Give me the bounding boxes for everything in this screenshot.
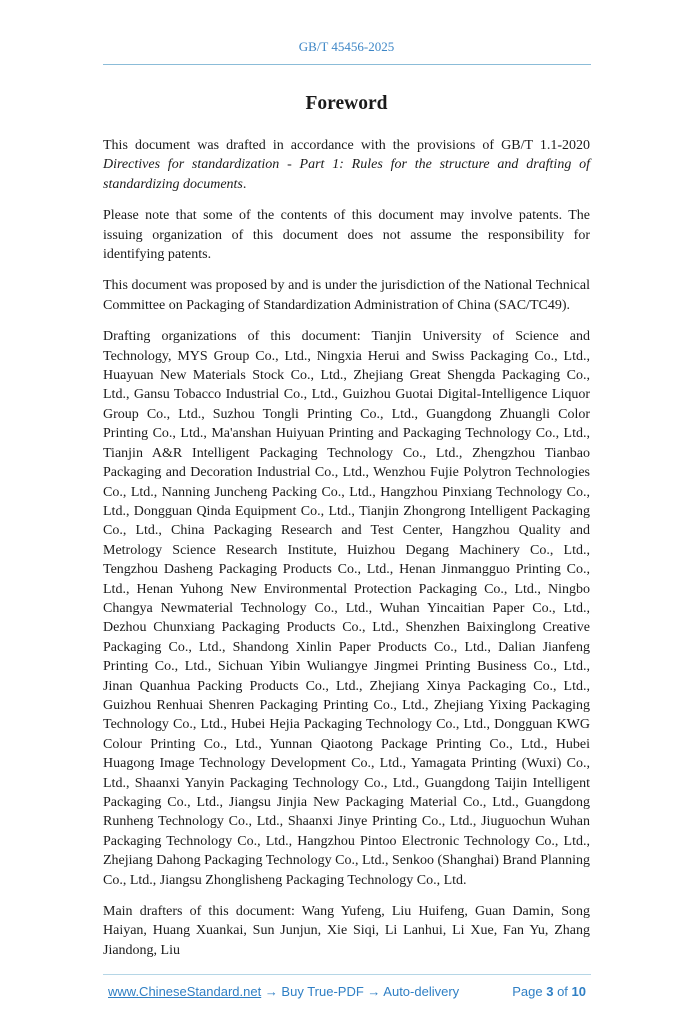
page-title: Foreword (305, 93, 388, 114)
current-page: 3 (546, 984, 554, 1000)
paragraph-drafting-organizations: Drafting organizations of this document: Tianjin University of Science and Technology, MYS Group Co., Ltd., Ningxia Herui and Swiss Packaging Co., Ltd., Huayuan New Materials Stock Co., Ltd., Zhejiang Great Shengda Packaging Co., Ltd., Gansu Tobacco Industrial Co., Ltd., Guizhou Guotai Digital-Intelligence Liquor Group Co., Ltd., Suzhou Tongli Printing Co., Ltd., Guangdong Zhuangli Color Printing Co., Ltd., Ma'anshan Huiyuan Printing and Packaging Technology Co., Ltd., Tianjin A&R Intelligent Packaging Technology Co., Ltd., Zhengzhou Tianbao Packaging and Decoration Industrial Co., Ltd., Wenzhou Fujie Polytron Technologies Co., Ltd., Nanning Juncheng Packing Co., Ltd., Hangzhou Pinxiang Technology Co., Ltd., Dongguan Qinda Equipment Co., Ltd., Tianjin Zhongrong Intelligent Packaging Co., Ltd., China Packaging Research and Test Center, Hangzhou Quality and Metrology Science Research Institute, Huizhou Degang Machinery Co., Ltd., Tengzhou Dasheng Packaging Products Co., Ltd., Henan Jinmangguo Printing Co., Ltd., Henan Yuhong New Environmental Protection Packaging Co., Ltd., Ningbo Changya Newmaterial Technology Co., Ltd., Wuhan Yincaitian Paper Co., Ltd., Dezhou Chunxiang Packaging Products Co., Ltd., Shenzhen Baixinglong Creative Packaging Co., Ltd., Shandong Xinlin Paper Products Co., Ltd., Dalian Jianfeng Printing Co., Ltd., Sichuan Yibin Wuliangye Jingmei Printing Business Co., Ltd., Jinan Quanhua Packing Products Co., Ltd., Zhejiang Xinya Packaging Co., Ltd., Guizhou Renhuai Shenren Packaging Printing Co., Ltd., Zhejiang Yixing Packaging Technology Co., Ltd., Hubei Hejia Packaging Technology Co., Ltd., Dongguan KWG Colour Printing Co., Ltd., Yunnan Qiaotong Package Printing Co., Ltd., Hubei Huagong Image Technology Development Co., Ltd., Yamagata Printing (Wuxi) Co., Ltd., Shaanxi Yanyin Packaging Technology Co., Ltd., Guangdong Taijin Intelligent Packaging Co., Ltd., Jiangsu Jinjia New Packaging Material Co., Ltd., Guangdong Runheng Technology Co., Ltd., Shaanxi Jinye Printing Co., Ltd., Jiuguochun Wuhan Packaging Technology Co., Ltd., Hangzhou Pintoo Electronic Technology Co., Ltd., Zhejiang Dahong Packaging Technology Co., Ltd., Senkoo (Shanghai) Brand Planning Co., Ltd., Jiangsu Zhonglisheng Packaging Technology Co., Ltd. (103, 329, 590, 888)
document-code-header: GB/T 45456-2025 (298, 39, 395, 54)
footer-promo (108, 983, 459, 1001)
paragraph-patents: Please note that some of the contents of this document may involve patents. The issuing organization of this document does not assume the responsibility for identifying patents. (103, 208, 590, 263)
buy-promo-text: → Buy True-PDF → Auto-delivery (261, 984, 460, 1000)
directive-title: Directives for standardization - Part 1: Rules for the structure and drafting of standardizing documents (103, 157, 590, 192)
total-pages: 10 (571, 984, 586, 1000)
paragraph-drafting-rules (103, 136, 590, 194)
of-label: of (557, 984, 568, 1000)
chinesestandard-link[interactable]: www.ChineseStandard.net (108, 984, 262, 1000)
paragraph-text: This document was drafted in accordance with the provisions of GB/T 1.1-2020 (103, 138, 590, 153)
paragraph-jurisdiction: This document was proposed by and is under the jurisdiction of the National Technical Committee on Packaging of Standardization Administration of China (SAC/TC49). (103, 278, 590, 313)
footer-divider (103, 974, 591, 975)
document-body (103, 136, 590, 960)
page-label: Page (512, 984, 543, 1000)
page-footer (108, 983, 586, 1001)
paragraph-main-drafters: Main drafters of this document: Wang Yufeng, Liu Huifeng, Guan Damin, Song Haiyan, Huang Xuankai, Sun Junjun, Xie Siqi, Li Lanhui, Li Xue, Fan Yu, Zhang Jiandong, Liu (103, 904, 590, 958)
paragraph-text: . (242, 176, 247, 192)
header-divider (103, 64, 591, 65)
page-indicator (512, 983, 586, 1001)
